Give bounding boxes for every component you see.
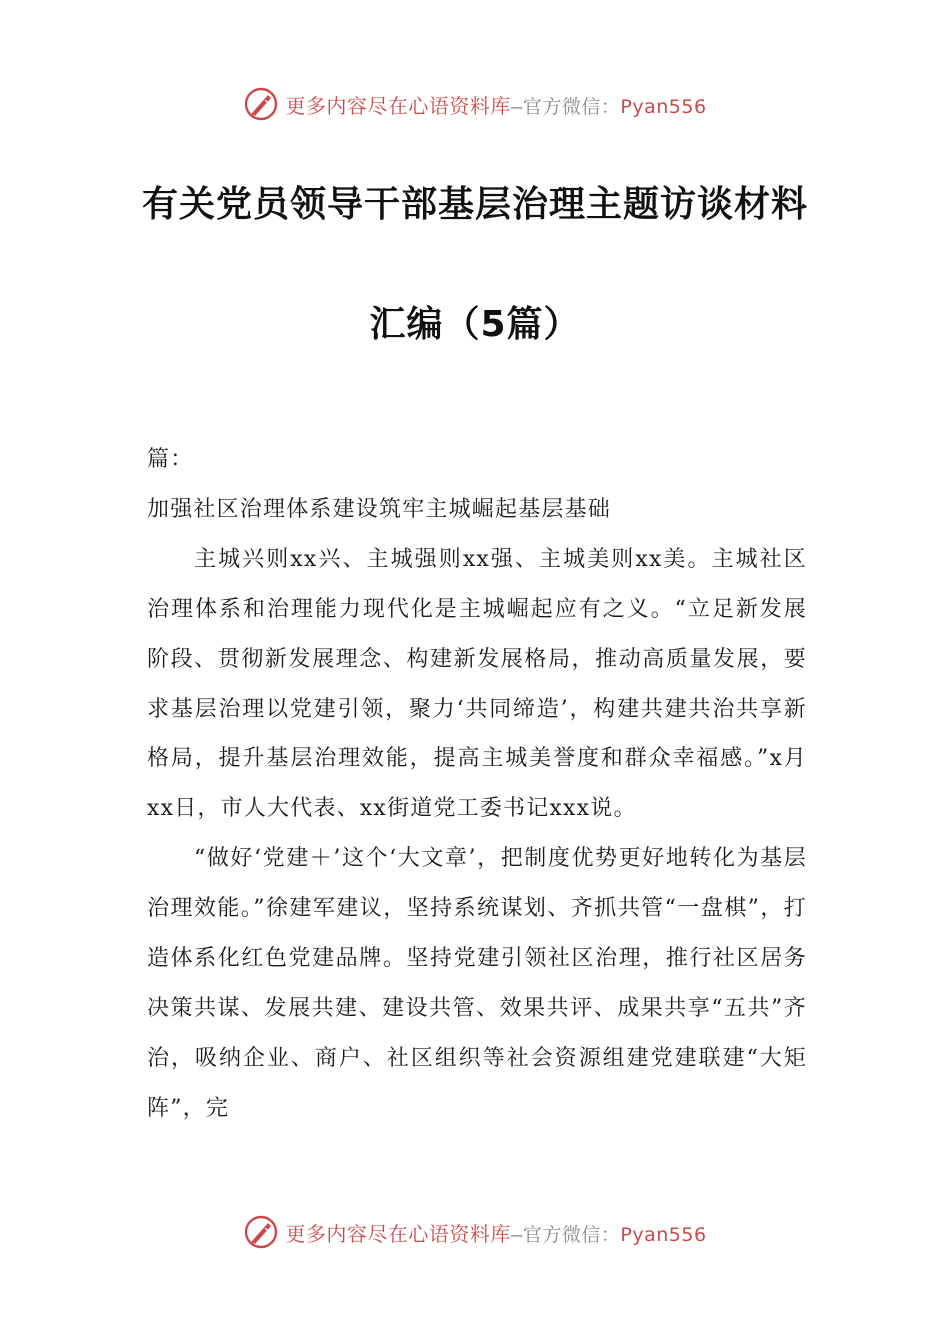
watermark-banner-top: [0, 84, 950, 124]
watermark-text: [285, 90, 706, 119]
pen-logo-icon: [243, 86, 279, 122]
document-title-line2: 汇编（5篇）: [369, 304, 581, 345]
watermark-text: [285, 1218, 706, 1247]
watermark-wechat: 官方微信：: [522, 95, 621, 118]
watermark-dash: —: [510, 1223, 523, 1246]
section-label: 篇：: [147, 447, 194, 472]
watermark-id: Pyan556: [620, 1223, 707, 1246]
document-body: [147, 435, 807, 1134]
watermark-banner-bottom: [0, 1212, 950, 1252]
watermark-main: 更多内容尽在心语资料库: [285, 93, 511, 118]
body-paragraph: “做好‘党建＋’这个‘大文章’，把制度优势更好地转化为基层治理效能。”徐建军建议，坚持系统谋划、齐抓共管“一盘棋”，打造体系化红色党建品牌。坚持党建引领社区治理，推行社区居务决策共谋、发展共建、建设共管、效果共评、成果共享“五共”齐治，吸纳企业、商户、社区组织等社会资源组建党建联建“大矩阵”，完: [147, 846, 807, 1121]
body-paragraph: 主城兴则xx兴、主城强则xx强、主城美则xx美。主城社区治理体系和治理能力现代化是主城崛起应有之义。“立足新发展阶段、贯彻新发展理念、构建新发展格局，推动高质量发展，要求基层治理以党建引领，聚力‘共同缔造’，构建共建共治共享新格局，提升基层治理效能，提高主城美誉度和群众幸福感。”x月xx日，市人大代表、xx街道党工委书记xxx说。: [147, 546, 807, 822]
document-title-line1: 有关党员领导干部基层治理主题访谈材料: [141, 184, 808, 225]
watermark-wechat: 官方微信：: [522, 1223, 621, 1246]
pen-logo-icon: [243, 1214, 279, 1250]
article-subtitle: 加强社区治理体系建设筑牢主城崛起基层基础: [147, 496, 612, 522]
watermark-main: 更多内容尽在心语资料库: [285, 1221, 511, 1246]
watermark-id: Pyan556: [620, 95, 707, 118]
watermark-dash: —: [510, 95, 523, 118]
